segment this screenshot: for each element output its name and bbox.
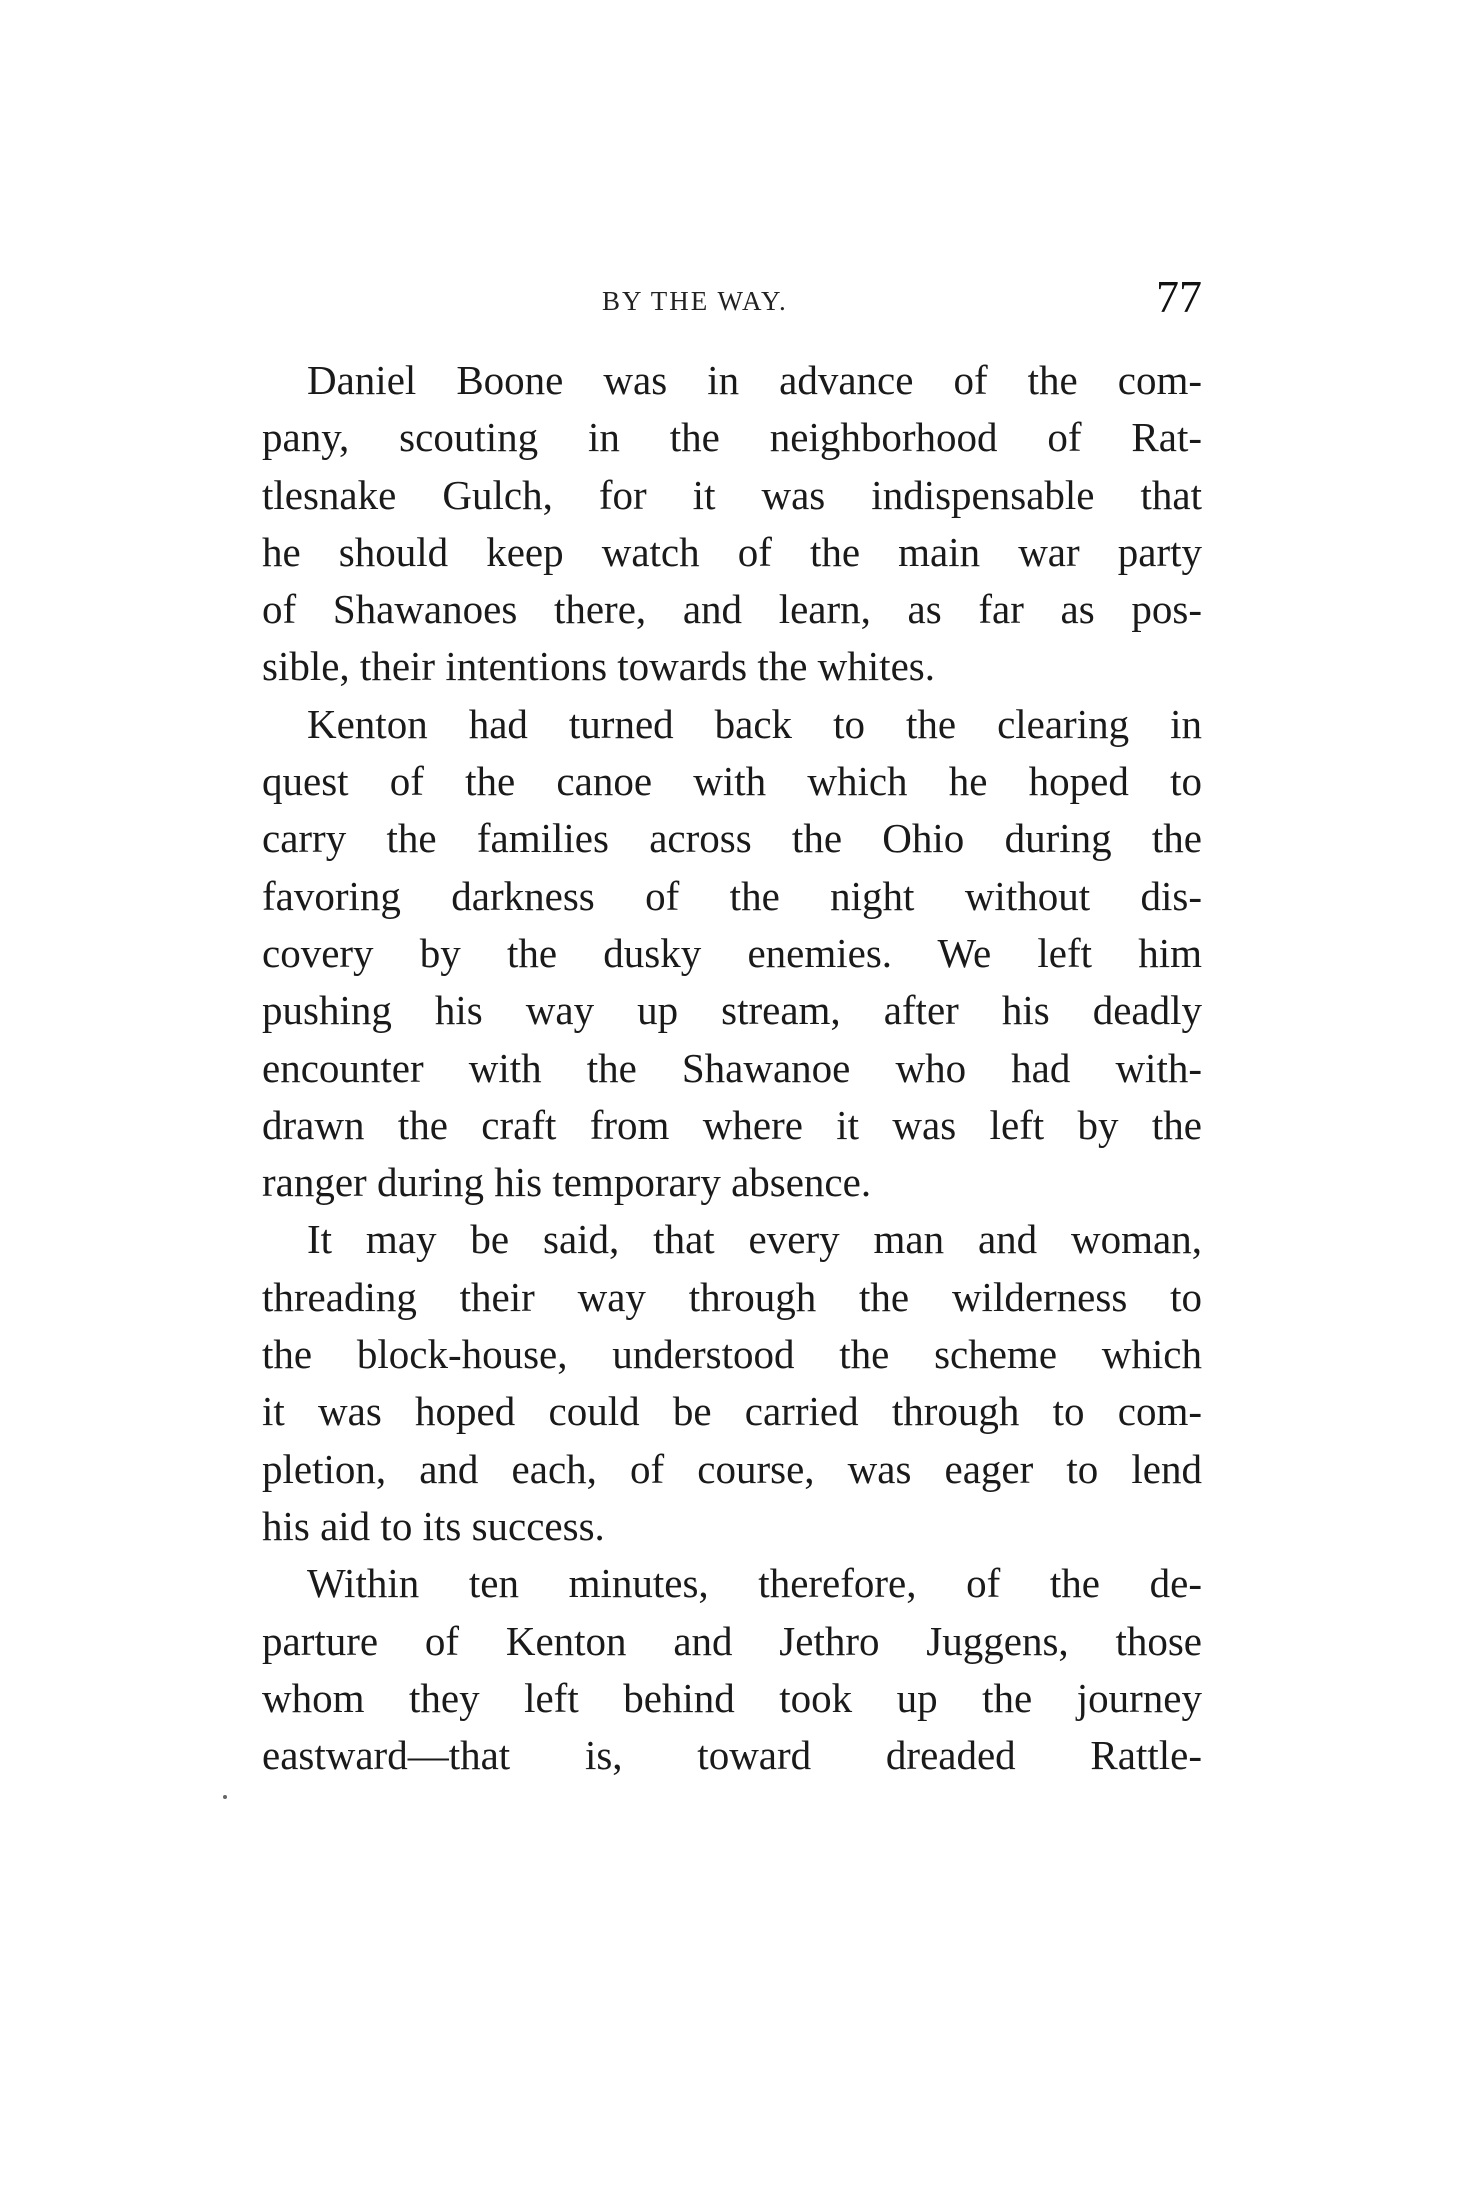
text-line: pushing his way up stream, after his deadly: [262, 987, 1202, 1034]
page-number: 77: [1156, 271, 1202, 322]
text-line: threading their way through the wilderness to: [262, 1273, 1202, 1320]
text-line: whom they left behind took up the journey: [262, 1674, 1202, 1721]
text-line: sible, their intentions towards the whites.: [262, 643, 935, 690]
text-line: Within ten minutes, therefore, of the de-: [307, 1560, 1202, 1607]
text-line: covery by the dusky enemies. We left him: [262, 929, 1202, 976]
text-line: encounter with the Shawanoe who had with-: [262, 1044, 1202, 1091]
text-line: tlesnake Gulch, for it was indispensable that: [262, 471, 1202, 518]
text-line: parture of Kenton and Jethro Juggens, those: [262, 1617, 1202, 1664]
text-line: Kenton had turned back to the clearing in: [307, 700, 1202, 747]
body-text: [262, 352, 1202, 1784]
text-line: quest of the canoe with which he hoped to: [262, 758, 1202, 805]
running-title: BY THE WAY.: [602, 286, 788, 316]
text-line: his aid to its success.: [262, 1502, 605, 1549]
running-head: [262, 270, 1202, 330]
text-line: of Shawanoes there, and learn, as far as pos-: [262, 586, 1202, 633]
text-line: Daniel Boone was in advance of the com-: [307, 357, 1202, 403]
text-line: eastward—that is, toward dreaded Rattle-: [262, 1732, 1202, 1779]
text-line: favoring darkness of the night without dis-: [262, 872, 1202, 919]
text-line: pletion, and each, of course, was eager to lend: [262, 1445, 1202, 1492]
text-line: it was hoped could be carried through to com-: [262, 1388, 1202, 1435]
text-line: carry the families across the Ohio during the: [262, 815, 1202, 862]
text-line: ranger during his temporary absence.: [262, 1159, 872, 1206]
text-line: he should keep watch of the main war party: [262, 528, 1202, 575]
text-line: the block-house, understood the scheme which: [262, 1331, 1202, 1378]
text-line: pany, scouting in the neighborhood of Rat-: [262, 414, 1202, 461]
text-line: It may be said, that every man and woman,: [307, 1216, 1202, 1263]
print-speck: [223, 1795, 227, 1799]
text-line: drawn the craft from where it was left by the: [262, 1101, 1202, 1148]
